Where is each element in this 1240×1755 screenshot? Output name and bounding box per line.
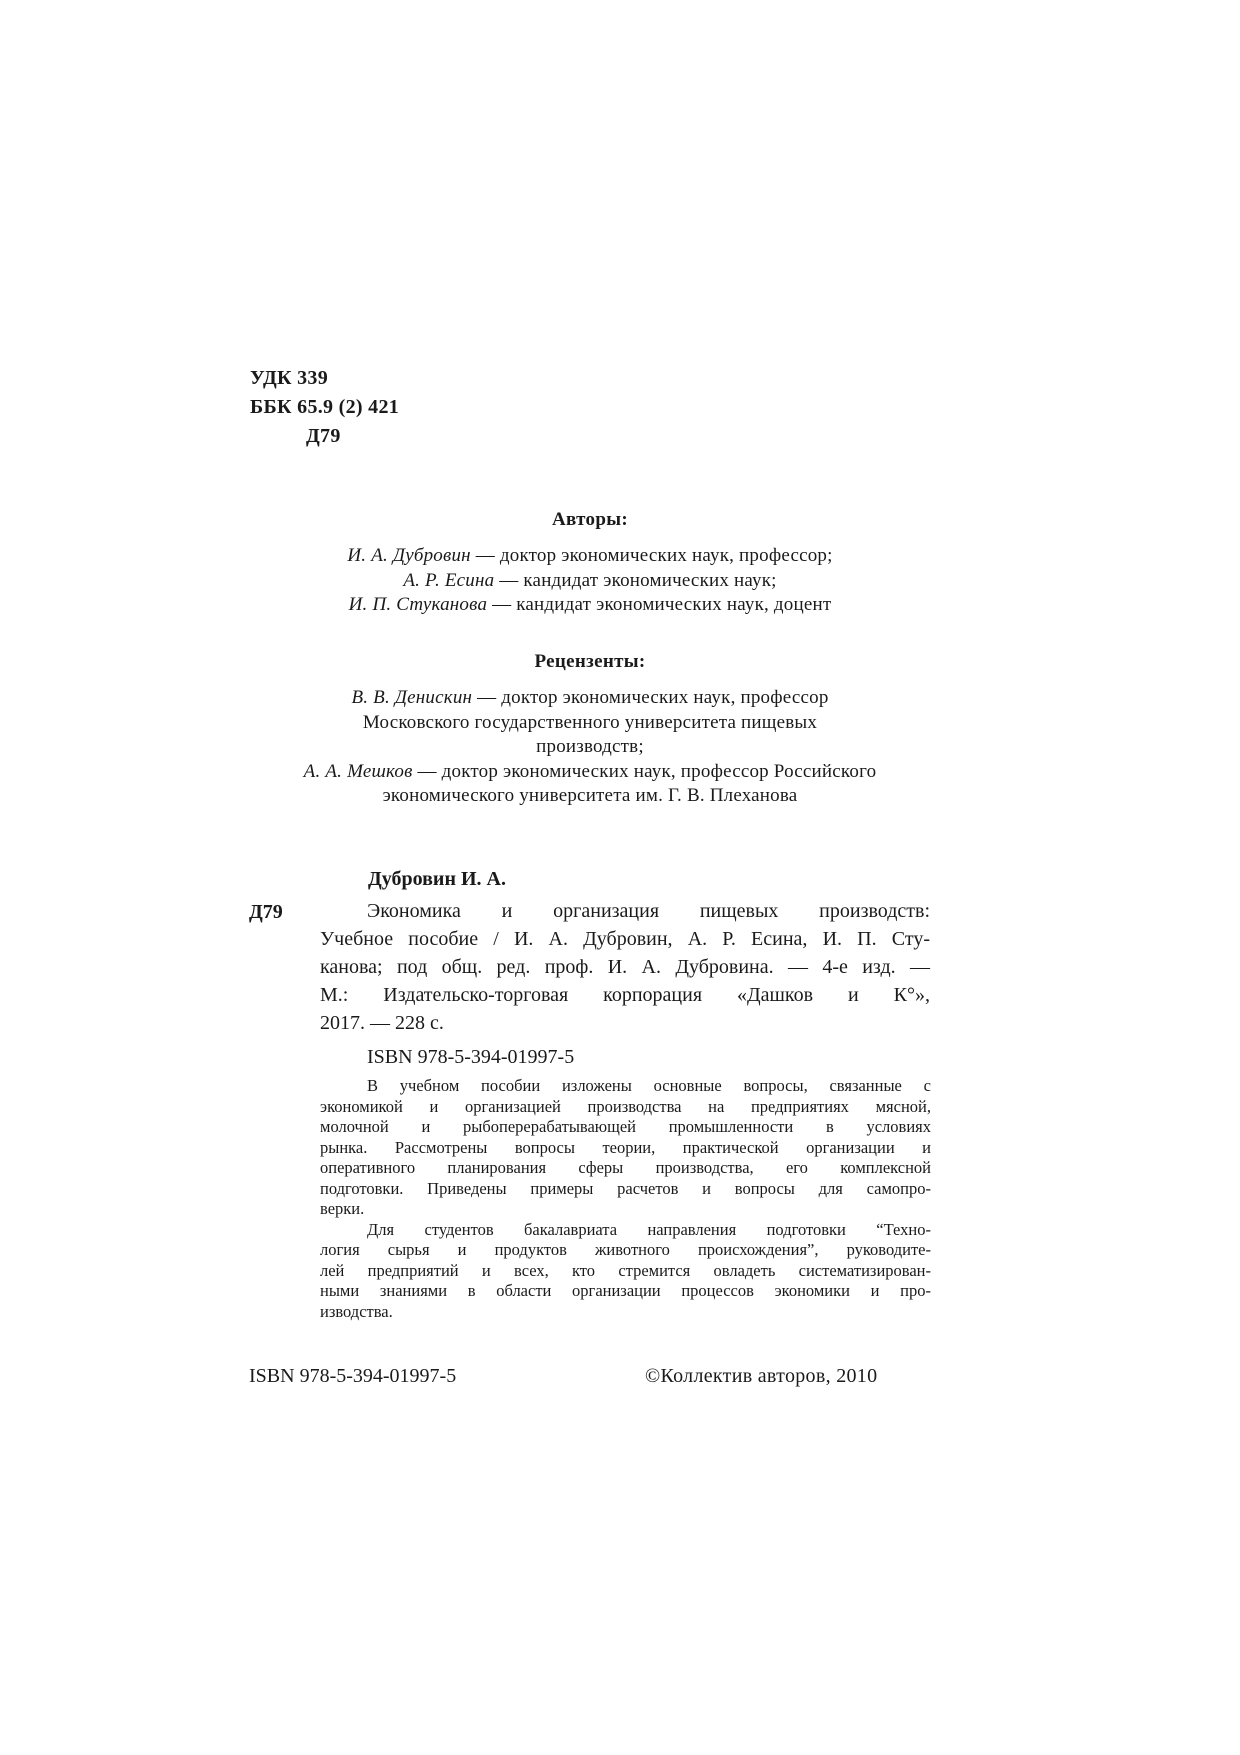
copyright-notice: ©Коллектив авторов, 2010: [645, 1365, 878, 1387]
abstract-block: В учебном пособии изложены основные вопросы, связанные с экономикой и организацией производства на предприятиях мясной, молочной и рыбоперерабатывающей промышленности в условиях рынка. Рассмотрены вопросы теории, практической организации и оперативного планирования сферы производства, его комплексной подготовки. Приведены примеры расчетов и вопросы для самопро- верки. Для студентов бакалавриата направления подготовки “Техно- логия сырья и продуктов животного происхождения”, руководите- лей предприятий и всех, кто стремится овладеть систематизирован- ными знаниями в области организации процессов экономики и про- изводства.: [320, 1076, 931, 1321]
author-name: И. А. Дубровин: [347, 545, 471, 566]
reviewer-name: В. В. Денискин: [351, 687, 473, 708]
author-description: — доктор экономических наук, профессор;: [470, 545, 833, 566]
footer-isbn: ISBN 978-5-394-01997-5: [249, 1365, 457, 1387]
author-mark: Д79: [306, 425, 341, 447]
bibliographic-author: Дубровин И. А.: [368, 868, 506, 890]
authors-heading: Авторы:: [552, 509, 628, 530]
authors-list: [230, 544, 950, 618]
author-name: И. П. Стуканова: [348, 594, 488, 615]
classification-block: [250, 364, 399, 451]
bibliographic-code: Д79: [249, 901, 283, 923]
author-description: — кандидат экономических наук;: [494, 569, 777, 591]
isbn-line: ISBN 978-5-394-01997-5: [367, 1046, 575, 1068]
author-entry: [230, 544, 950, 569]
author-entry: [230, 593, 950, 618]
reviewer-entry: А. А. Мешков — доктор экономических наук, профессор Российского: [303, 760, 877, 782]
bbk-code: ББК 65.9 (2) 421: [250, 396, 400, 418]
reviewers-list: В. В. Денискин — доктор экономических наук, профессор Московского государственного университета пищевых производств; А. А. Мешков — доктор экономических наук, профессор Российского экономического университета им. Г. В. Плеханова: [240, 686, 940, 809]
reviewers-heading: Рецензенты:: [534, 651, 646, 672]
author-name: А. Р. Есина: [403, 569, 495, 591]
author-description: — кандидат экономических наук, доцент: [487, 594, 832, 615]
udk-code: УДК 339: [250, 367, 329, 389]
author-entry: [230, 569, 950, 594]
bibliographic-description: Экономика и организация пищевых производств: Учебное пособие / И. А. Дубровин, А. Р. Есина, И. П. Сту- канова; под общ. ред. проф. И. А. Дубровина. — 4-е изд. — М.: Издательско-торговая корпорация «Дашков и К°», 2017. — 228 с.: [320, 900, 930, 1034]
reviewer-name: А. А. Мешков: [303, 760, 413, 782]
reviewer-entry: В. В. Денискин — доктор экономических наук, профессор: [351, 687, 829, 708]
